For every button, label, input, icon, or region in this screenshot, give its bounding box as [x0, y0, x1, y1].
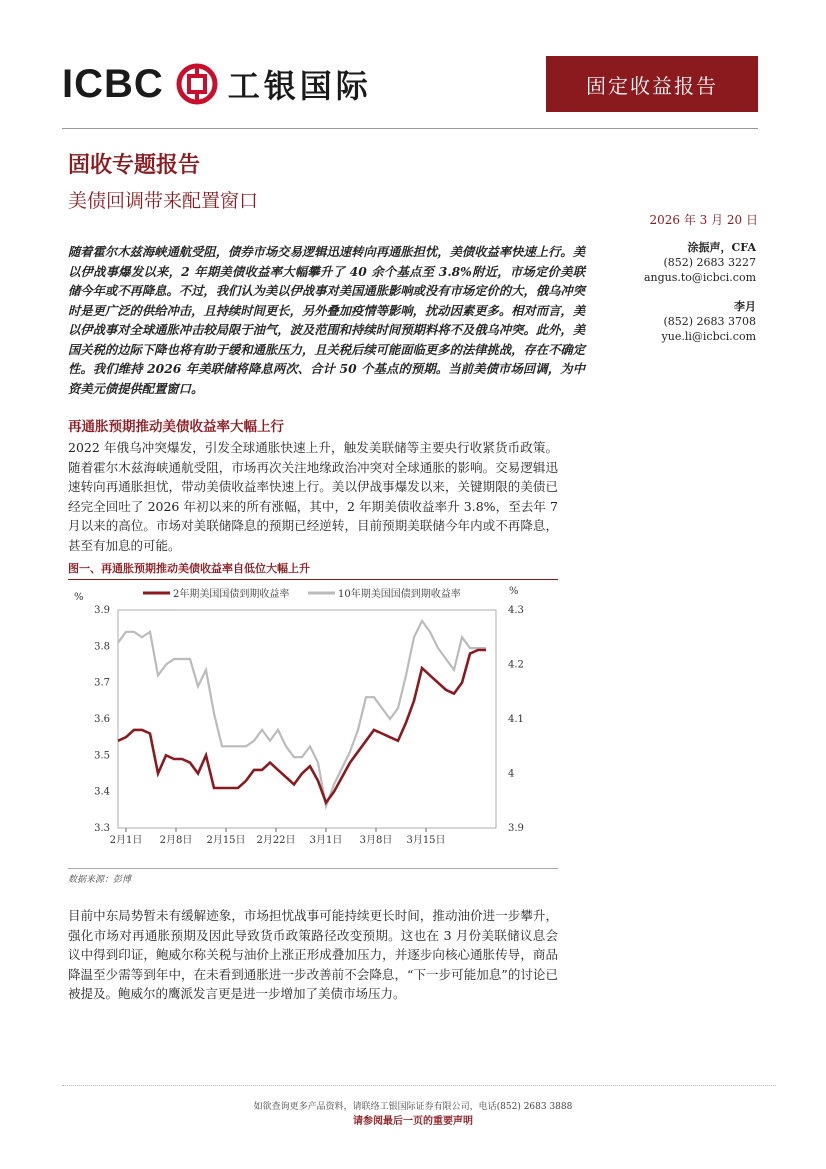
executive-summary: 随着霍尔木兹海峡通航受阻，债券市场交易逻辑迅速转向再通胀担忧，美债收益率快速上行。美以伊战事爆发以来，2 年期美债收益率大幅攀升了 40 余个基点至 3.8%附近，市场定价美联储今年或不再降息。不过，我们认为美以伊战事对美国通胀影响或没有市场定价的大，俄乌冲突时是更广泛的供给冲击，且持续时间更长，另外叠加疫情等影响，扰动因素更多。相对而言，美以伊战事对全球通胀冲击较局限于油气，波及范围和持续时间预期料将不及俄乌冲突。此外，美国关税的边际下降也将有助于缓和通胀压力，且关税后续可能面临更多的法律挑战，存在不确定性。我们维持 2026 年美联储将降息两次、合计 50 个基点的预期。当前美债市场回调，为中资美元债提供配置窗口。 [68, 244, 585, 396]
left-tick-label: 3.4 [94, 786, 110, 798]
footer-contact: 如欲查询更多产品资料，请联络工银国际证券有限公司，电话(852) 2683 3888 [253, 1102, 573, 1112]
author-2 [600, 299, 756, 344]
report-type-banner: 固定收益报告 [546, 56, 758, 112]
right-tick-label: 3.9 [508, 823, 524, 834]
left-tick-label: 3.6 [94, 714, 110, 725]
author-phone: (852) 2683 3708 [663, 315, 756, 328]
section-heading: 再通胀预期推动美债收益率大幅上行 [68, 419, 284, 435]
series-line-2y [118, 650, 486, 803]
author-email[interactable]: yue.li@icbci.com [661, 330, 756, 343]
left-tick-label: 3.9 [94, 605, 110, 616]
header-divider [62, 128, 758, 129]
left-axis-unit: % [74, 592, 84, 603]
left-tick-label: 3.8 [94, 641, 110, 653]
author-name: 涂振声 [687, 241, 721, 254]
right-tick-label: 4 [508, 768, 515, 780]
report-date: 2026 年 3 月 20 日 [649, 213, 758, 227]
footer-divider [62, 1085, 776, 1086]
icbc-emblem-icon [176, 63, 218, 105]
x-tick-label: 2月15日 [206, 835, 246, 846]
x-tick-label: 3月1日 [309, 835, 343, 846]
x-tick-label: 2月1日 [109, 835, 143, 846]
report-title: 固收专题报告 [68, 153, 201, 178]
company-logo [62, 58, 372, 110]
logo-cn-text: 工银国际 [227, 67, 372, 105]
report-subtitle: 美债回调带来配置窗口 [68, 190, 259, 212]
plot-frame [118, 610, 496, 828]
footer-disclaimer[interactable]: 请参阅最后一页的重要声明 [353, 1116, 473, 1127]
left-tick-label: 3.3 [94, 823, 110, 834]
authors-panel [600, 240, 756, 344]
author-suffix: ，CFA [720, 241, 756, 254]
legend-label-2y: 2年期美国国债到期收益率 [173, 589, 290, 600]
author-email[interactable]: angus.to@icbci.com [643, 271, 756, 284]
left-tick-label: 3.5 [94, 750, 110, 762]
left-tick-label: 3.7 [94, 677, 110, 689]
legend-label-10y: 10年期美国国债到期收益率 [338, 589, 461, 600]
figure-source: 数据来源：彭博 [68, 868, 558, 885]
x-tick-label: 2月22日 [256, 835, 296, 846]
right-tick-label: 4.3 [508, 605, 524, 616]
x-tick-label: 2月8日 [159, 835, 193, 846]
author-name: 李月 [734, 300, 756, 313]
yield-line-chart [68, 580, 538, 860]
figure-title: 图一、再通胀预期推动美债收益率自低位大幅上升 [68, 560, 558, 580]
author-1 [600, 240, 756, 285]
x-tick-label: 3月8日 [359, 835, 393, 846]
right-tick-label: 4.2 [508, 659, 524, 671]
logo-en-text: ICBC [62, 61, 164, 106]
body-paragraph-1: 2022 年俄乌冲突爆发，引发全球通胀快速上升，触发美联储等主要央行收紧货币政策。随着霍尔木兹海峡通航受阻，市场再次关注地缘政治冲突对全球通胀的影响。交易逻辑迅速转向再通胀担忧，带动美债收益率快速上行。美以伊战事爆发以来，关键期限的美债已经完全回吐了 2026 年初以来的所有涨幅，其中，2 年期美债收益率升 3.8%，至去年 7 月以来的高位。市场对美联储降息的预期已经逆转，目前预期美联储今年内或不再降息，甚至有加息的可能。 [68, 440, 558, 553]
author-phone: (852) 2683 3227 [663, 256, 756, 269]
series-line-10y [118, 621, 486, 806]
chart-legend [143, 587, 461, 600]
body-paragraph-2: 目前中东局势暂未有缓解迹象，市场担忧战事可能持续更长时间，推动油价进一步攀升，强化市场对再通胀预期及因此导致货币政策路径改变预期。这也在 3 月份美联储议息会议中得到印证，鲍威尔称关税与油价上涨正形成叠加压力，并逐步向核心通胀传导，商品降温至少需等到年中，在未看到通胀进一步改善前不会降息，“下一步可能加息”的讨论已被提及。鲍威尔的鹰派发言更是进一步增加了美债市场压力。 [68, 908, 558, 1001]
right-tick-label: 4.1 [508, 714, 524, 725]
x-tick-label: 3月15日 [406, 835, 446, 846]
right-axis-unit: % [509, 586, 519, 597]
